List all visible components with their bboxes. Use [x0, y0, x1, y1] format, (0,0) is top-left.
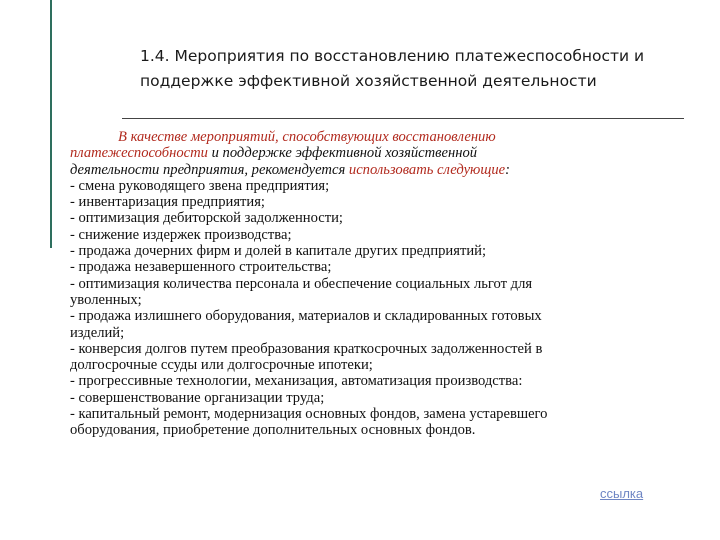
left-vertical-rule — [50, 0, 52, 248]
list-line: - продажа незавершенного строительства; — [70, 259, 332, 276]
intro-line — [70, 162, 670, 178]
list-line: - совершенствование организации труда; — [70, 389, 325, 406]
intro-highlight: использовать следующие — [348, 161, 506, 178]
list-line: изделий; — [70, 324, 125, 341]
intro-line: В качестве мероприятий, способствующих восстановлению — [118, 129, 496, 145]
list-line: долгосрочные ссуды или долгосрочные ипотеки; — [70, 357, 373, 374]
list-line: оборудования, приобретение дополнительных основных фондов. — [70, 422, 476, 439]
reference-link[interactable]: ссылка — [600, 486, 644, 501]
title-underline-rule — [122, 118, 684, 119]
list-line: - смена руководящего звена предприятия; — [70, 177, 330, 194]
intro-highlight: платежеспособности — [70, 145, 208, 162]
list-line: - снижение издержек производства; — [70, 226, 292, 243]
slide-title — [140, 44, 700, 94]
intro-text: деятельности предприятия, рекомендуется — [70, 161, 349, 178]
intro-text: : — [505, 161, 510, 178]
list-line: уволенных; — [70, 291, 142, 308]
list-line: - инвентаризация предприятия; — [70, 194, 265, 211]
list-line: - прогрессивные технологии, механизация, автоматизация производства: — [70, 373, 523, 390]
list-line: - конверсия долгов путем преобразования краткосрочных задолженностей в — [70, 340, 543, 357]
list-line: - продажа излишнего оборудования, материалов и складированных готовых — [70, 308, 542, 325]
list-line: - продажа дочерних фирм и долей в капитале других предприятий; — [70, 243, 487, 260]
list-line: - оптимизация количества персонала и обеспечение социальных льгот для — [70, 275, 533, 292]
slide-body — [70, 129, 670, 439]
intro-line — [70, 145, 670, 161]
slide-title-line: поддержке эффективной хозяйственной деятельности — [140, 72, 597, 90]
intro-text: и поддержке эффективной хозяйственной — [207, 145, 478, 162]
slide-title-line: 1.4. Мероприятия по восстановлению платежеспособности и — [140, 47, 645, 65]
list-line: - капитальный ремонт, модернизация основных фондов, замена устаревшего — [70, 406, 548, 423]
list-line: - оптимизация дебиторской задолженности; — [70, 210, 343, 227]
